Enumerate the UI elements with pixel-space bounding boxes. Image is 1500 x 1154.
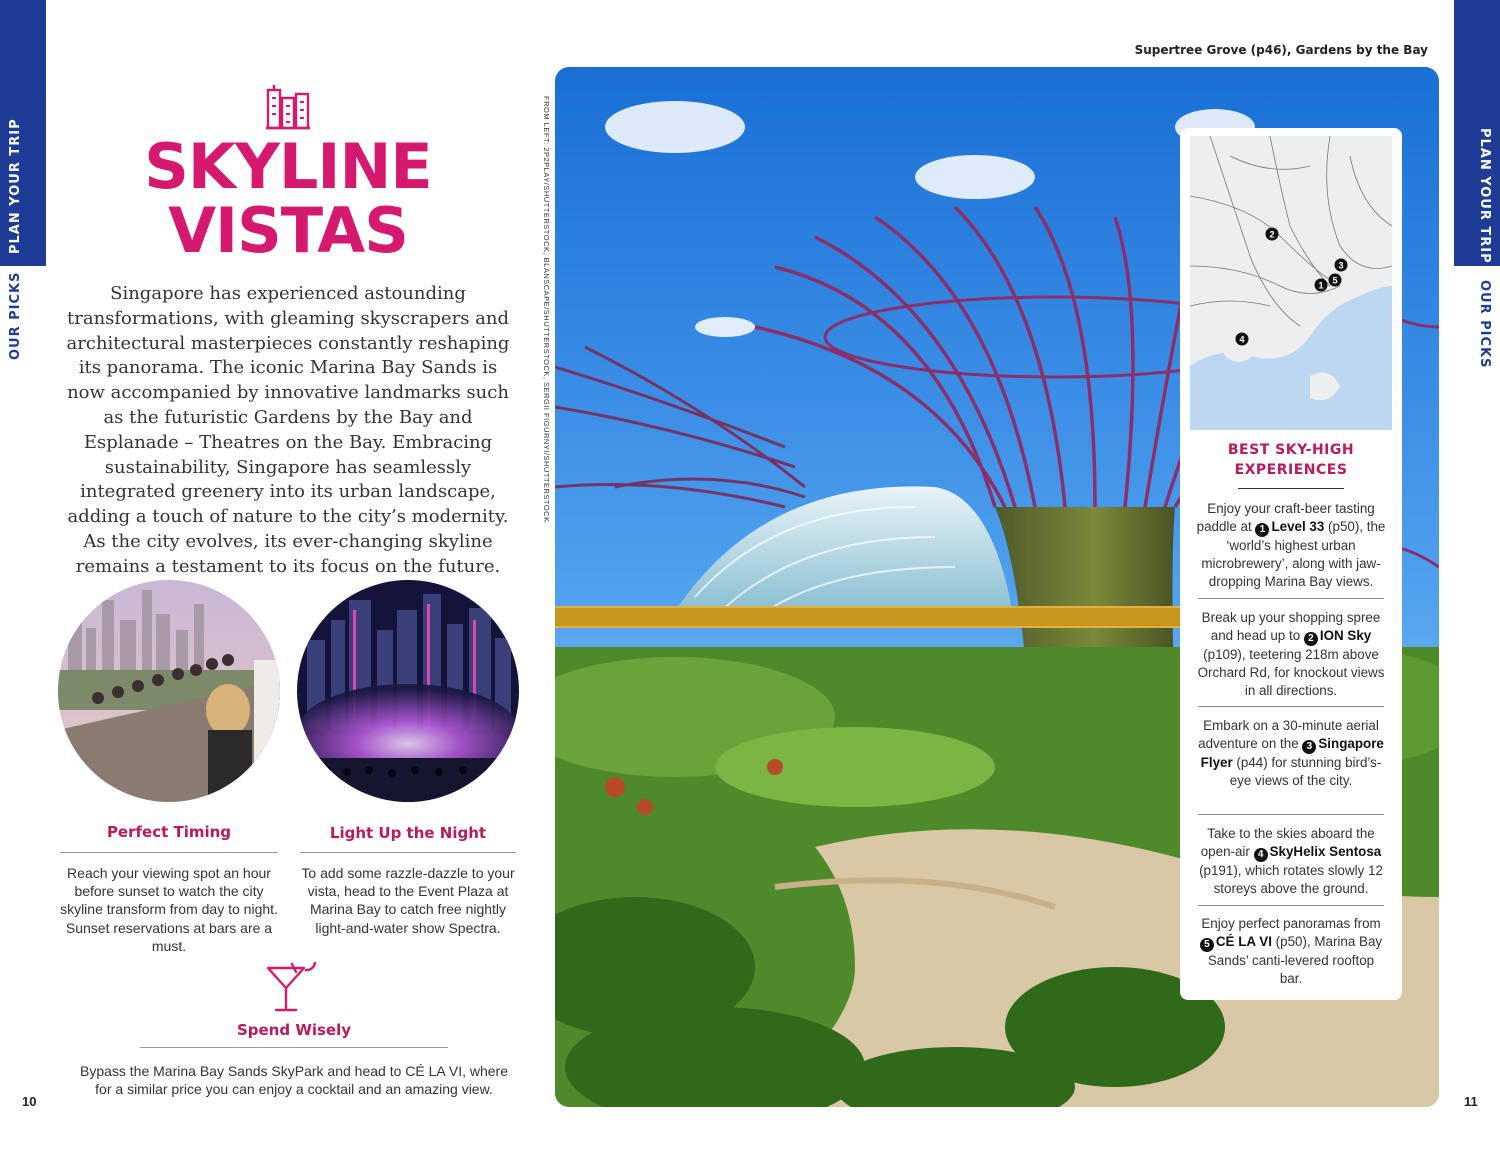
sky-high-panel — [1180, 128, 1402, 1000]
heading-line-2: VISTAS — [168, 194, 408, 267]
left-side-tab — [0, 0, 46, 380]
right-tab-our-picks: OUR PICKS — [1477, 280, 1492, 369]
map-marker-4 — [1236, 333, 1249, 346]
map-marker-1 — [1315, 279, 1328, 292]
experience-item: Break up your shopping spree and head up to 2 ION Sky (p109), teetering 218m above Orchard Rd, for knockout views in all directions. — [1197, 610, 1385, 698]
cocktail-glass-icon — [266, 962, 322, 1014]
experience-item: Take to the skies aboard the open-air 4 SkyHelix Sentosa (p191), which rotates slowly 12 storeys above the ground. — [1199, 826, 1383, 896]
number-badge: 1 — [1255, 523, 1269, 537]
experience-item: Enjoy your craft-beer tasting paddle at 1 Level 33 (p50), the ‘world’s highest urban microbrewery’, along with jaw-dropping Marina Bay views. — [1196, 501, 1386, 589]
intro-paragraph: Singapore has experienced astounding transformations, with gleaming skyscrapers and architectural masterpieces constantly reshaping its panorama. The iconic Marina Bay Sands is now accompanied by innovative landmarks such as the futuristic Gardens by the Bay and Esplanade – Theatres on the Bay. Embracing sustainability, Singapore has seamlessly integrated greenery into its urban landscape, adding a touch of nature to the city’s modernity. As the city evolves, its ever-changing skyline remains a testament to its focus on the future. — [66, 283, 510, 577]
experience-item: Embark on a 30-minute aerial adventure on the 3 Singapore Flyer (p44) for stunning bird’s-eye views of the city. — [1198, 718, 1384, 788]
number-badge: 2 — [1304, 632, 1318, 646]
svg-text:2: 2 — [1269, 229, 1275, 240]
right-tab-plan-your-trip: PLAN YOUR TRIP — [1477, 128, 1492, 264]
tip-divider — [60, 852, 278, 853]
experience-divider — [1198, 905, 1384, 906]
tip-text-light-up-the-night: To add some razzle-dazzle to your vista, head to the Event Plaza at Marina Bay to catch free nightly light-and-water show Spectra. — [301, 865, 515, 936]
panel-title-line-1: BEST SKY-HIGH — [1227, 442, 1355, 458]
panel-title-rule — [1238, 488, 1344, 489]
tab-light-block — [0, 266, 46, 380]
number-badge: 5 — [1200, 938, 1214, 952]
page-heading — [60, 130, 516, 267]
tip-divider — [300, 852, 516, 853]
page-number-left: 10 — [22, 1094, 37, 1109]
number-badge: 3 — [1302, 740, 1316, 754]
svg-text:3: 3 — [1338, 260, 1344, 271]
tab-dark-block — [0, 0, 46, 266]
map-marker-3 — [1335, 259, 1348, 272]
panel-title-line-2: EXPERIENCES — [1234, 462, 1348, 478]
right-side-tab — [1454, 0, 1500, 380]
photo-credit: FROM LEFT: 2P2PLAY/SHUTTERSTOCK, BLANSCAPE/SHUTTERSTOCK, SERGII FIGURNYI/SHUTTERSTOCK — [542, 96, 551, 523]
svg-text:5: 5 — [1332, 275, 1338, 286]
experience-divider — [1198, 814, 1384, 815]
singapore-map — [1190, 136, 1392, 430]
perfect-timing-photo — [58, 580, 280, 802]
number-badge: 4 — [1254, 848, 1268, 862]
tip-title-perfect-timing: Perfect Timing — [106, 823, 232, 841]
experience-divider — [1198, 598, 1384, 599]
tip-title-light-up-the-night: Light Up the Night — [329, 824, 487, 842]
panel-title — [1180, 440, 1402, 480]
experience-item: Enjoy perfect panoramas from 5 CÉ LA VI (p50), Marina Bay Sands’ canti-levered rooftop bar. — [1201, 916, 1383, 986]
tip-text-spend-wisely: Bypass the Marina Bay Sands SkyPark and head to CÉ LA VI, where for a similar price you can enjoy a cocktail and an amazing view. — [79, 1063, 508, 1098]
map-marker-5 — [1329, 274, 1342, 287]
experience-divider — [1198, 706, 1384, 707]
page-number-right: 11 — [1464, 1094, 1478, 1109]
tip-text-perfect-timing: Reach your viewing spot an hour before sunset to watch the city skyline transform from day to night. Sunset reservations at bars are a must. — [60, 865, 278, 954]
svg-text:1: 1 — [1318, 280, 1324, 291]
map-marker-2 — [1266, 228, 1279, 241]
svg-text:4: 4 — [1239, 334, 1245, 345]
city-buildings-icon — [264, 84, 312, 130]
tip-title-spend-wisely: Spend Wisely — [236, 1021, 352, 1039]
heading-line-1: SKYLINE — [144, 130, 432, 203]
photo-caption: Supertree Grove (p46), Gardens by the Bay — [1134, 43, 1428, 57]
light-up-the-night-photo — [297, 580, 519, 802]
left-tab-plan-your-trip: PLAN YOUR TRIP — [8, 118, 23, 254]
tip-divider — [140, 1047, 448, 1048]
left-tab-our-picks: OUR PICKS — [8, 271, 23, 360]
